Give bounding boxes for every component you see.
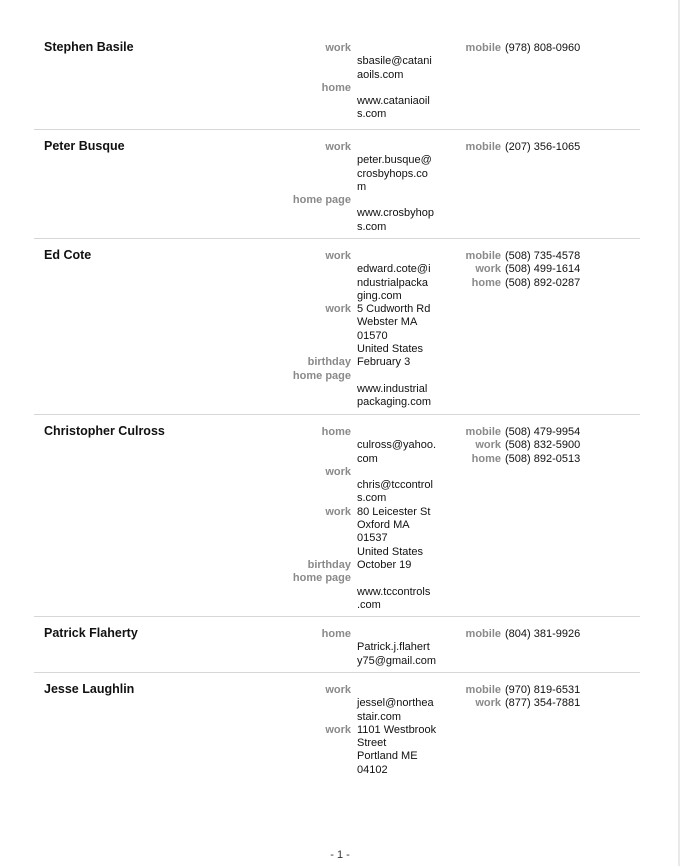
detail-label: home page xyxy=(292,369,351,382)
detail-field xyxy=(240,141,452,194)
phone-field xyxy=(427,697,599,710)
detail-field xyxy=(240,466,452,506)
detail-field xyxy=(240,572,452,612)
detail-value: culross@yahoo. com xyxy=(357,439,437,465)
phone-value: (970) 819-6531 xyxy=(505,684,581,696)
contact-phones xyxy=(427,42,599,55)
phone-value: (508) 892-0513 xyxy=(505,452,581,465)
phone-value: (877) 354-7881 xyxy=(505,697,581,710)
contact-entry xyxy=(34,129,640,239)
detail-field xyxy=(240,684,452,724)
detail-label: work xyxy=(325,250,351,262)
contact-entry xyxy=(34,414,640,617)
detail-field xyxy=(240,506,452,559)
page-number: - 1 - xyxy=(330,849,350,861)
detail-field xyxy=(240,724,452,777)
phone-label: mobile xyxy=(465,42,501,54)
contact-name: Jesse Laughlin xyxy=(44,682,135,696)
phone-label: mobile xyxy=(465,250,501,262)
contact-name: Stephen Basile xyxy=(44,40,134,54)
detail-value: jessel@northea stair.com xyxy=(357,697,434,723)
phone-value: (978) 808-0960 xyxy=(505,42,581,54)
phone-value: (207) 356-1065 xyxy=(505,141,581,153)
detail-field xyxy=(240,356,452,369)
contact-entry xyxy=(34,30,640,130)
detail-value: www.industrial packaging.com xyxy=(357,382,431,409)
detail-field xyxy=(240,82,452,122)
detail-value: www.tccontrols .com xyxy=(357,585,431,611)
phone-label: mobile xyxy=(465,141,501,153)
contact-details xyxy=(240,42,452,122)
detail-label: birthday xyxy=(307,558,351,571)
contact-phones xyxy=(427,426,599,466)
contact-details xyxy=(240,141,452,234)
phone-value: (508) 499-1614 xyxy=(505,263,581,276)
phone-field xyxy=(427,42,599,55)
detail-value: sbasile@catani aoils.com xyxy=(357,55,432,81)
contact-phones xyxy=(427,250,599,290)
phone-value: (804) 381-9926 xyxy=(505,628,581,640)
detail-value: October 19 xyxy=(357,558,412,571)
detail-label: home xyxy=(321,628,351,640)
detail-field xyxy=(240,303,452,356)
detail-label: work xyxy=(325,42,351,54)
contact-details xyxy=(240,628,452,668)
detail-value: chris@tccontrol s.com xyxy=(357,479,433,505)
contact-name: Peter Busque xyxy=(44,139,125,153)
phone-label: work xyxy=(475,439,501,452)
detail-label: work xyxy=(325,684,351,696)
contact-name: Christopher Culross xyxy=(44,424,165,438)
phone-label: mobile xyxy=(465,628,501,640)
detail-field xyxy=(240,628,452,668)
contact-details xyxy=(240,684,452,777)
contact-name: Ed Cote xyxy=(44,248,92,262)
phone-field xyxy=(427,250,599,263)
phone-label: mobile xyxy=(465,426,501,438)
phone-value: (508) 892-0287 xyxy=(505,276,581,289)
detail-field xyxy=(240,370,452,410)
phone-field xyxy=(427,263,599,276)
phone-field xyxy=(427,426,599,439)
detail-field xyxy=(240,42,452,82)
contact-details xyxy=(240,426,452,612)
contact-phones xyxy=(427,628,599,641)
detail-value: 1101 Westbrook Street Portland ME 04102 xyxy=(357,723,437,776)
phone-field xyxy=(427,141,599,154)
detail-label: work xyxy=(325,465,351,478)
detail-value: www.crosbyhop s.com xyxy=(357,207,435,233)
detail-label: work xyxy=(325,141,351,153)
phone-field xyxy=(427,277,599,290)
detail-label: home page xyxy=(292,572,351,585)
detail-field xyxy=(240,559,452,572)
detail-label: home xyxy=(321,81,351,94)
contact-name: Patrick Flaherty xyxy=(44,626,138,640)
detail-label: work xyxy=(325,505,351,518)
phone-field xyxy=(427,453,599,466)
detail-value: Patrick.j.flahert y75@gmail.com xyxy=(357,641,437,667)
phone-field xyxy=(427,439,599,452)
detail-label: home page xyxy=(292,194,351,207)
detail-value: 80 Leicester St Oxford MA 01537 United States xyxy=(357,505,431,558)
contact-phones xyxy=(427,684,599,711)
phone-field xyxy=(427,628,599,641)
contact-details xyxy=(240,250,452,410)
phone-field xyxy=(427,684,599,697)
phone-value: (508) 832-5900 xyxy=(505,439,581,452)
detail-label: work xyxy=(325,723,351,736)
detail-value: 5 Cudworth Rd Webster MA 01570 United States xyxy=(357,303,431,356)
detail-label: work xyxy=(325,303,351,316)
contact-phones xyxy=(427,141,599,154)
phone-label: home xyxy=(471,452,501,465)
phone-value: (508) 735-4578 xyxy=(505,250,581,262)
detail-field xyxy=(240,194,452,234)
detail-value: peter.busque@ crosbyhops.co m xyxy=(357,154,432,193)
detail-value: edward.cote@i ndustrialpacka ging.com xyxy=(357,263,431,302)
phone-label: work xyxy=(475,697,501,710)
contact-entry xyxy=(34,238,640,415)
detail-label: home xyxy=(321,426,351,438)
detail-value: February 3 xyxy=(357,356,411,369)
phone-value: (508) 479-9954 xyxy=(505,426,581,438)
detail-value: www.cataniaoil s.com xyxy=(357,95,430,121)
phone-label: work xyxy=(475,263,501,276)
detail-field xyxy=(240,250,452,303)
phone-label: mobile xyxy=(465,684,501,696)
contact-entry xyxy=(34,616,640,673)
contact-entry xyxy=(34,672,640,822)
detail-label: birthday xyxy=(307,356,351,369)
phone-label: home xyxy=(471,276,501,289)
detail-field xyxy=(240,426,452,466)
